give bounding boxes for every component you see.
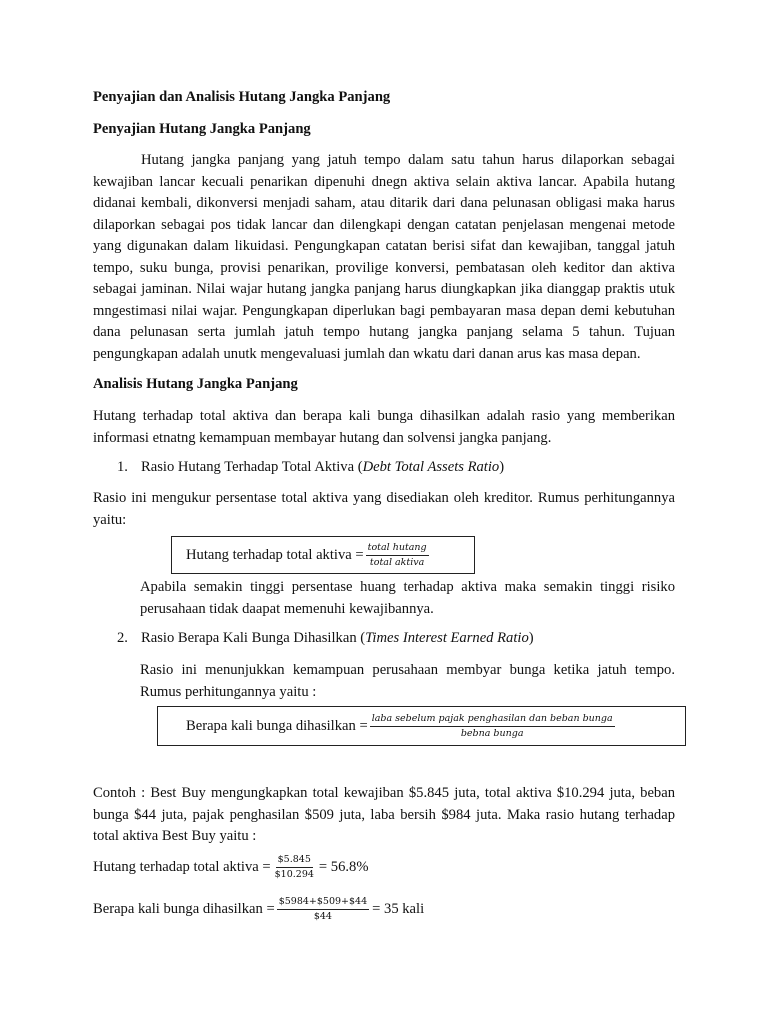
calc-result: = 56.8% — [318, 859, 369, 875]
paragraph-example: Contoh : Best Buy mengungkapkan total kewajiban $5.845 juta, total aktiva $10.294 juta, beban bunga $44 juta, pajak penghasilan $509 juta, laba bersih $984 juta. Maka rasio hutang terhadap total aktiva Best Buy yaitu : — [93, 785, 675, 844]
calc-fraction — [277, 896, 369, 923]
paragraph-analisis-intro: Hutang terhadap total aktiva dan berapa kali bunga dihasilkan adalah rasio yang memberikan informasi etnatng kemampuan membayar hutang dan solvensi jangka panjang. — [93, 408, 675, 446]
list-item-1-label: Rasio Hutang Terhadap Total Aktiva (Debt Total Assets Ratio) — [141, 459, 505, 475]
formula-box-times-interest — [157, 706, 686, 746]
list-item-2-label: Rasio Berapa Kali Bunga Dihasilkan (Times Interest Earned Ratio) — [141, 630, 534, 646]
calc-label: Berapa kali bunga dihasilkan = — [93, 901, 275, 917]
calc-label: Hutang terhadap total aktiva = — [93, 859, 271, 875]
example-calc-debt-ratio — [93, 854, 369, 881]
formula-denominator: bebna bunga — [460, 727, 524, 739]
example-calc-times-interest — [93, 896, 424, 923]
list-number-1: 1. — [117, 459, 128, 475]
formula-label: Berapa kali bunga dihasilkan = — [186, 717, 368, 734]
paragraph-item-1-note: Apabila semakin tinggi persentase huang terhadap aktiva maka semakin tinggi risiko perusahaan tidak daapat memenuhi kewajibannya. — [140, 579, 675, 617]
calc-denominator: $44 — [313, 911, 332, 922]
calc-result: = 35 kali — [372, 901, 425, 917]
calc-numerator: $5.845 — [276, 854, 313, 868]
formula-denominator: total aktiva — [369, 556, 425, 568]
section-heading-analisis: Analisis Hutang Jangka Panjang — [93, 376, 298, 392]
list-item-1-italic: Debt Total Assets Ratio — [362, 459, 500, 475]
formula-fraction — [370, 713, 615, 740]
formula-numerator: total hutang — [366, 542, 429, 556]
calc-denominator: $10.294 — [274, 869, 314, 880]
formula-fraction — [366, 542, 429, 569]
paragraph-item-2-desc: Rasio ini menunjukkan kemampuan perusahaan membyar bunga ketika jatuh tempo. Rumus perhitungannya yaitu : — [140, 662, 675, 700]
document-title: Penyajian dan Analisis Hutang Jangka Panjang — [93, 89, 391, 105]
list-number-2: 2. — [117, 630, 128, 646]
paragraph-penyajian: Hutang jangka panjang yang jatuh tempo dalam satu tahun harus dilaporkan sebagai kewajiban lancar kecuali penarikan dipenuhi dnegn aktiva selain aktiva lancar. Apabila hutang didanai kembali, dikonversi menjadi saham, atau ditarik dari dana pelunasan obligasi maka harus dilaporkan sebagai pos tidak lancar dan dilengkapi dengan catatan penjelasan mengenai metode yang digunakan dalam likuidasi. Pengungkapan catatan berisi sifat dan kewajiban, tanggal jatuh tempo, suku bunga, provisi penarikan, provilige konversi, pembatasan oleh keditor dan aktiva sebagai jaminan. Nilai wajar hutang jangka panjang harus diungkapkan jika dianggap praktis utuk mngestimasi nilai wajar. Pengungkapan diperlukan bagi pembayaran masa depan demi kebutuhan dana pelunasan serta jumlah jatuh tempo hutang jangka panjang selama 5 tahun. Tujuan pengungkapan adalah unutk mengevaluasi jumlah dan wkatu dari danan arus kas masa depan. — [93, 152, 675, 362]
calc-numerator: $5984+$509+$44 — [277, 896, 369, 910]
formula-label: Hutang terhadap total aktiva = — [186, 546, 364, 563]
calc-fraction — [273, 854, 316, 881]
formula-box-debt-ratio — [171, 536, 475, 574]
formula-numerator: laba sebelum pajak penghasilan dan beban bunga — [370, 713, 615, 727]
paragraph-item-1-desc: Rasio ini mengukur persentase total aktiva yang disediakan oleh kreditor. Rumus perhitungannya yaitu: — [93, 490, 675, 528]
list-item-2-italic: Times Interest Earned Ratio — [365, 630, 529, 646]
section-heading-penyajian: Penyajian Hutang Jangka Panjang — [93, 121, 311, 137]
